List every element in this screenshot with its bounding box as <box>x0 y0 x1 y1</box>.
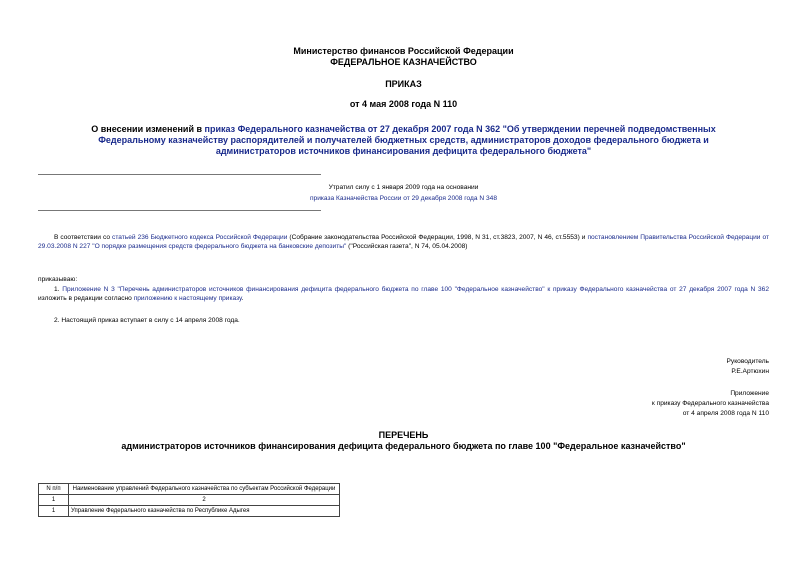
row-name: Управление Федерального казначейства по Республике Адыгея <box>69 506 340 517</box>
divider-top <box>38 174 321 175</box>
numbering-col-1: 1 <box>39 495 69 506</box>
header-number: N п/п <box>39 484 69 495</box>
budget-code-link[interactable]: статьей 236 Бюджетного кодекса Российской Федерации <box>112 234 288 241</box>
appendix-ref-line3: от 4 апреля 2008 года N 110 <box>682 410 769 417</box>
appendix-label: Приложение <box>730 390 769 397</box>
agency-name: ФЕДЕРАЛЬНОЕ КАЗНАЧЕЙСТВО <box>330 57 477 67</box>
preamble-text-b: (Собрание законодательства Российской Федерации, 1998, N 31, ст.3823, 2007, N 46, ст.5553) и <box>287 234 588 241</box>
table-row <box>39 506 340 517</box>
appendix-link[interactable]: приложению к настоящему приказу <box>133 295 242 302</box>
administrators-table <box>38 483 340 517</box>
item-1 <box>38 285 769 303</box>
item-1-text-c: . <box>241 295 244 302</box>
appendix3-link[interactable]: Приложение N 3 "Перечень администраторов источников финансирования дефицита федерального бюджета по главе 100 "Федеральное казначейство" к приказу Федерального казначейства от 27 декабря 2007 года N 362 <box>62 286 769 293</box>
item-2: 2. Настоящий приказ вступает в силу с 14 апреля 2008 года. <box>54 317 240 324</box>
row-number: 1 <box>39 506 69 517</box>
header-name: Наименование управлений Федерального казначейства по субъектам Российской Федерации <box>69 484 340 495</box>
government-decree-link[interactable]: постановлением Правительства Российской Федерации от 29.03.2008 N 227 "О порядке размещения средств федерального бюджета на банковские депозиты" <box>38 234 770 250</box>
item-1-text-b: изложить в редакции согласно <box>38 295 134 302</box>
divider-bottom <box>38 210 321 211</box>
doc-title <box>90 124 717 157</box>
list-title: ПЕРЕЧЕНЬ <box>378 430 429 440</box>
order-word: приказываю: <box>38 276 78 283</box>
preamble-text-a: В соответствии со <box>54 234 113 241</box>
signature-role: Руководитель <box>726 358 769 365</box>
numbering-col-2: 2 <box>69 495 340 506</box>
title-link[interactable]: приказ Федерального казначейства от 27 декабря 2007 года N 362 "Об утверждении перечней подведомственных Федеральному казначейству распорядителей и получателей бюджетных средств, администраторов доходов федерального бюджета и администраторов источников финансирования дефицита федерального бюджета" <box>98 124 716 156</box>
table-numbering-row <box>39 495 340 506</box>
ministry-name: Министерство финансов Российской Федерации <box>293 46 514 56</box>
table-header-row <box>39 484 340 495</box>
status-line2-wrap <box>90 194 717 203</box>
status-link[interactable]: приказа Казначейства России от 29 декабря 2008 года N 348 <box>309 195 498 202</box>
appendix-ref-line2: к приказу Федерального казначейства <box>651 400 769 407</box>
status-line1: Утратил силу с 1 января 2009 года на основании <box>328 184 479 191</box>
doc-date-number: от 4 мая 2008 года N 110 <box>349 99 458 109</box>
doc-type: ПРИКАЗ <box>385 79 422 89</box>
title-prefix: О внесении изменений в <box>91 124 205 134</box>
preamble-text-c: ("Российская газета", N 74, 05.04.2008) <box>346 243 468 250</box>
signature-name: Р.Е.Артюхин <box>731 368 769 375</box>
list-subtitle: администраторов источников финансирования дефицита федерального бюджета по главе 100 "Федеральное казначейство" <box>121 441 686 451</box>
preamble-paragraph <box>38 233 769 251</box>
item-1-number: 1. <box>54 286 63 293</box>
